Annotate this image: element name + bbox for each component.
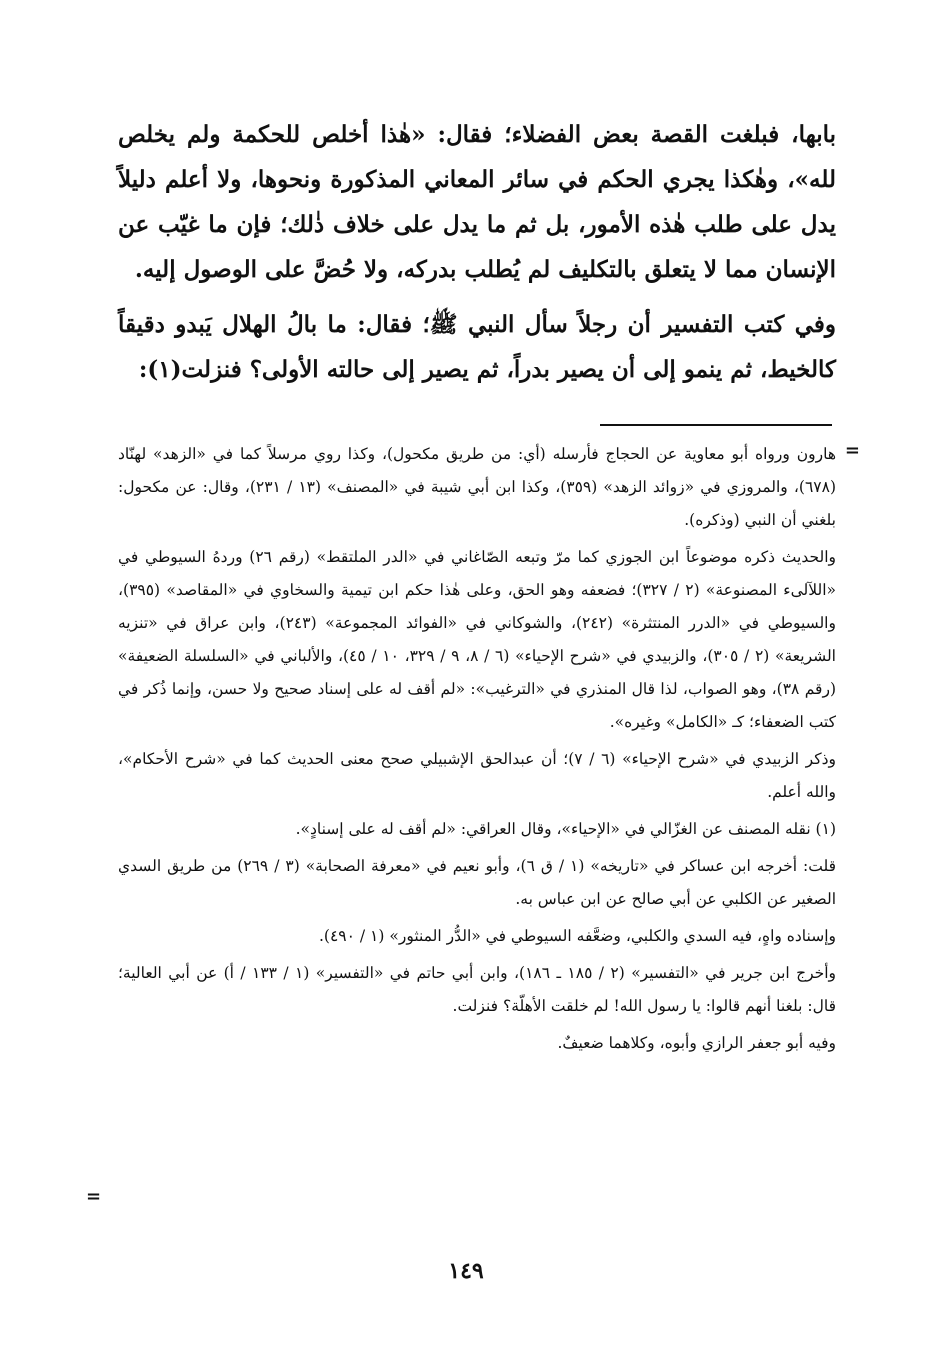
footnote-separator — [600, 424, 832, 426]
footnote-continued-2: والحديث ذكره موضوعاً ابن الجوزي كما مرّ وتبعه الصّاغاني في «الدر الملتقط» (رقم ٢٦) وردهُ السيوطي في «اللآلىء المصنوعة» (٢ / ٣٢٧)؛ فضعفه وهو الحق، وعلى هٰذا حكم ابن تيمية والسخاوي في «المقاصد» (٣٩٥)، والسيوطي في «الدرر المنتثرة» (٢٤٢)، والشوكاني في «الفوائد المجموعة» (٢٤٣)، وابن عراق في «تنزيه الشريعة» (٢ / ٣٠٥)، والزبيدي في «شرح الإحياء» (٦ / ٨، ٩ / ٣٢٩، ١٠ / ٤٥)، والألباني في «السلسلة الضعيفة» (رقم ٣٨)، وهو الصواب، لذا قال المنذري في «الترغيب»: «لم أقف له على إسناد صحيح ولا حسن، وإنما ذُكر في كتب الضعفاء؛ كـ «الكامل» وغيره». — [118, 548, 836, 731]
continuation-mark-bottom: = — [86, 1186, 102, 1207]
footnote-1-para-2: قلت: أخرجه ابن عساكر في «تاريخه» (١ / ق ٦)، وأبو نعيم في «معرفة الصحابة» (٣ / ٢٦٩) من طريق السدي الصغير عن الكلبي عن أبي صالح عن ابن عباس به. — [118, 857, 837, 908]
main-text — [118, 112, 836, 402]
continuation-mark-top: = — [844, 440, 860, 461]
body-paragraph-1: بابها، فبلغت القصة بعض الفضلاء؛ فقال: «هٰذا أخلص للحكمة ولم يخلص لله»، وهٰكذا يجري الحكم في سائر المعاني المذكورة ونحوها، ولا أعلم دليلاً يدل على طلب هٰذه الأمور، بل ثم ما يدل على خلاف ذٰلك؛ فإن ما غيّب عن الإنسان مما لا يتعلق بالتكليف لم يُطلب بدركه، ولا حُضَّ على الوصول إليه. — [118, 121, 836, 283]
footnote-1-para-3: وإسناده واهٍ، فيه السدي والكلبي، وضعَّفه السيوطي في «الدُّر المنثور» (١ / ٤٩٠). — [319, 927, 836, 945]
footnote-continued-1: هارون ورواه أبو معاوية عن الحجاج فأرسله (أي: من طريق مكحول)، وكذا روي مرسلاً كما في «الزهد» لهنّاد (٦٧٨)، والمروزي في «زوائد الزهد» (٣٥٩)، وكذا ابن أبي شيبة في «المصنف» (١٣ / ٢٣١)، وقال: عن مكحول: بلغني أن النبي (وذكره). — [118, 445, 837, 529]
footnote-1: (١) نقله المصنف عن الغزّالي في «الإحياء»، وقال العراقي: «لم أقف له على إسنادٍ». — [295, 820, 836, 838]
footnote-1-para-5: وفيه أبو جعفر الرازي وأبوه، وكلاهما ضعيفٌ. — [557, 1034, 836, 1052]
footnote-continued-3: وذكر الزبيدي في «شرح الإحياء» (٦ / ٧)؛ أن عبدالحق الإشبيلي صحح معنى الحديث كما في «شرح الأحكام»، والله أعلم. — [118, 750, 837, 801]
footnote-1-para-4: وأخرج ابن جرير في «التفسير» (٢ / ١٨٥ ـ ١٨٦)، وابن أبي حاتم في «التفسير» (١ / ١٣٣ / أ) عن أبي العالية؛ قال: بلغنا أنهم قالوا: يا رسول الله! لم خلقت الأهلّة؟ فنزلت. — [118, 964, 837, 1015]
page-number: ١٤٩ — [448, 1258, 484, 1284]
body-paragraph-2: وفي كتب التفسير أن رجلاً سأل النبي ﷺ؛ فقال: ما بالُ الهلال يَبدو دقيقاً كالخيط، ثم ينمو إلى أن يصير بدراً، ثم يصير إلى حالته الأولى؟ فنزلت(١): — [118, 311, 836, 383]
footnotes — [118, 438, 836, 1064]
